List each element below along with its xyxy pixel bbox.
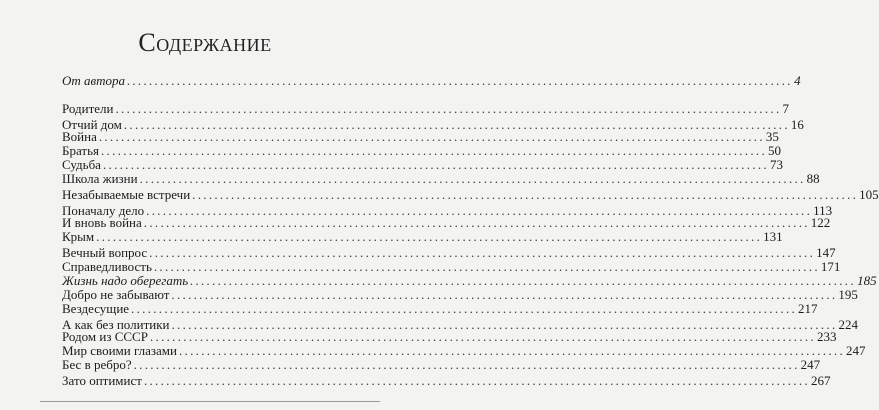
dot-leader: ........................................................................................................................ — [149, 245, 816, 260]
dot-leader: ........................................................................................................................ — [192, 187, 859, 202]
toc-entry-title: Крым — [62, 229, 95, 244]
toc-entry-page: 73 — [769, 157, 783, 172]
toc-entry-title: Бес в ребро? — [62, 357, 132, 372]
dot-leader: ........................................................................................................................ — [171, 287, 838, 302]
dot-leader: ........................................................................................................................ — [139, 171, 806, 186]
dot-leader: ........................................................................................................................ — [143, 215, 810, 230]
toc-entry-page: 122 — [810, 215, 831, 230]
page-title: Содержание — [138, 28, 272, 57]
toc-entry-title: Родом из СССР — [62, 329, 148, 344]
dot-leader: ........................................................................................................................ — [123, 117, 790, 132]
toc-entry-page: 233 — [816, 329, 837, 344]
toc-entry-title: И вновь война — [62, 215, 142, 230]
toc-entry — [62, 372, 831, 390]
toc-entry-title: Братья — [62, 143, 99, 158]
dot-leader: ........................................................................................................................ — [127, 73, 794, 88]
toc-entry-title: Родители — [62, 101, 114, 116]
toc-entry-page: 171 — [820, 259, 841, 274]
toc-entry-title: Мир своими глазами — [62, 343, 177, 358]
bottom-rule — [40, 401, 380, 402]
dot-leader: ........................................................................................................................ — [96, 229, 763, 244]
toc-entry-page: 35 — [765, 129, 779, 144]
toc-entry-page: 267 — [810, 373, 831, 388]
toc-entry-title: Справедливость — [62, 259, 152, 274]
dot-leader: ........................................................................................................................ — [149, 329, 816, 344]
toc-entry-title: Поначалу дело — [62, 203, 145, 218]
toc-entry-page: 7 — [782, 101, 789, 116]
toc-entry-page: 105 — [859, 187, 879, 202]
toc-entry-title: Добро не забывают — [62, 287, 170, 302]
toc-entry-page: 224 — [838, 317, 858, 332]
toc-entry-page: 247 — [800, 357, 821, 372]
toc-entry-page: 147 — [816, 245, 836, 260]
dot-leader: ........................................................................................................................ — [131, 301, 798, 316]
toc-entry-title: От автора — [62, 73, 126, 88]
dot-leader: ........................................................................................................................ — [179, 343, 845, 358]
toc-entry — [62, 72, 801, 90]
dot-leader: ........................................................................................................................ — [171, 317, 838, 332]
dot-leader: ........................................................................................................................ — [102, 157, 769, 172]
toc-entry-title: Школа жизни — [62, 171, 138, 186]
toc-entry-title: Зато оптимист — [62, 373, 142, 388]
toc-entry-title: А как без политики — [62, 317, 170, 332]
toc-entry-page: 50 — [768, 143, 781, 158]
toc-entry-page: 88 — [806, 171, 820, 186]
toc-entry-page: 4 — [794, 73, 801, 88]
toc-entry-title: Вездесущие — [62, 301, 130, 316]
dot-leader: ........................................................................................................................ — [143, 373, 810, 388]
toc-entry-title: Вечный вопрос — [62, 245, 148, 260]
toc-entry-title: Судьба — [62, 157, 101, 172]
dot-leader: ........................................................................................................................ — [190, 273, 857, 288]
toc-entry-page: 217 — [798, 301, 818, 316]
toc-entry-page: 185 — [857, 273, 877, 288]
dot-leader: ........................................................................................................................ — [98, 129, 765, 144]
toc-entry-page: 131 — [763, 229, 783, 244]
toc-entry-title: Жизнь надо оберегать — [62, 273, 189, 288]
dot-leader: ........................................................................................................................ — [153, 259, 820, 274]
dot-leader: ........................................................................................................................ — [101, 143, 767, 158]
toc-entry-page: 16 — [790, 117, 804, 132]
toc-entry-page: 113 — [813, 203, 833, 218]
toc-entry-title: Незабываемые встречи — [62, 187, 191, 202]
toc-entry-page: 247 — [846, 343, 866, 358]
toc-entry-title: Отчий дом — [62, 117, 122, 132]
toc-entry-page: 195 — [838, 287, 858, 302]
dot-leader: ........................................................................................................................ — [146, 203, 813, 218]
dot-leader: ........................................................................................................................ — [133, 357, 800, 372]
dot-leader: ........................................................................................................................ — [115, 101, 782, 116]
toc-entry-title: Война — [62, 129, 97, 144]
